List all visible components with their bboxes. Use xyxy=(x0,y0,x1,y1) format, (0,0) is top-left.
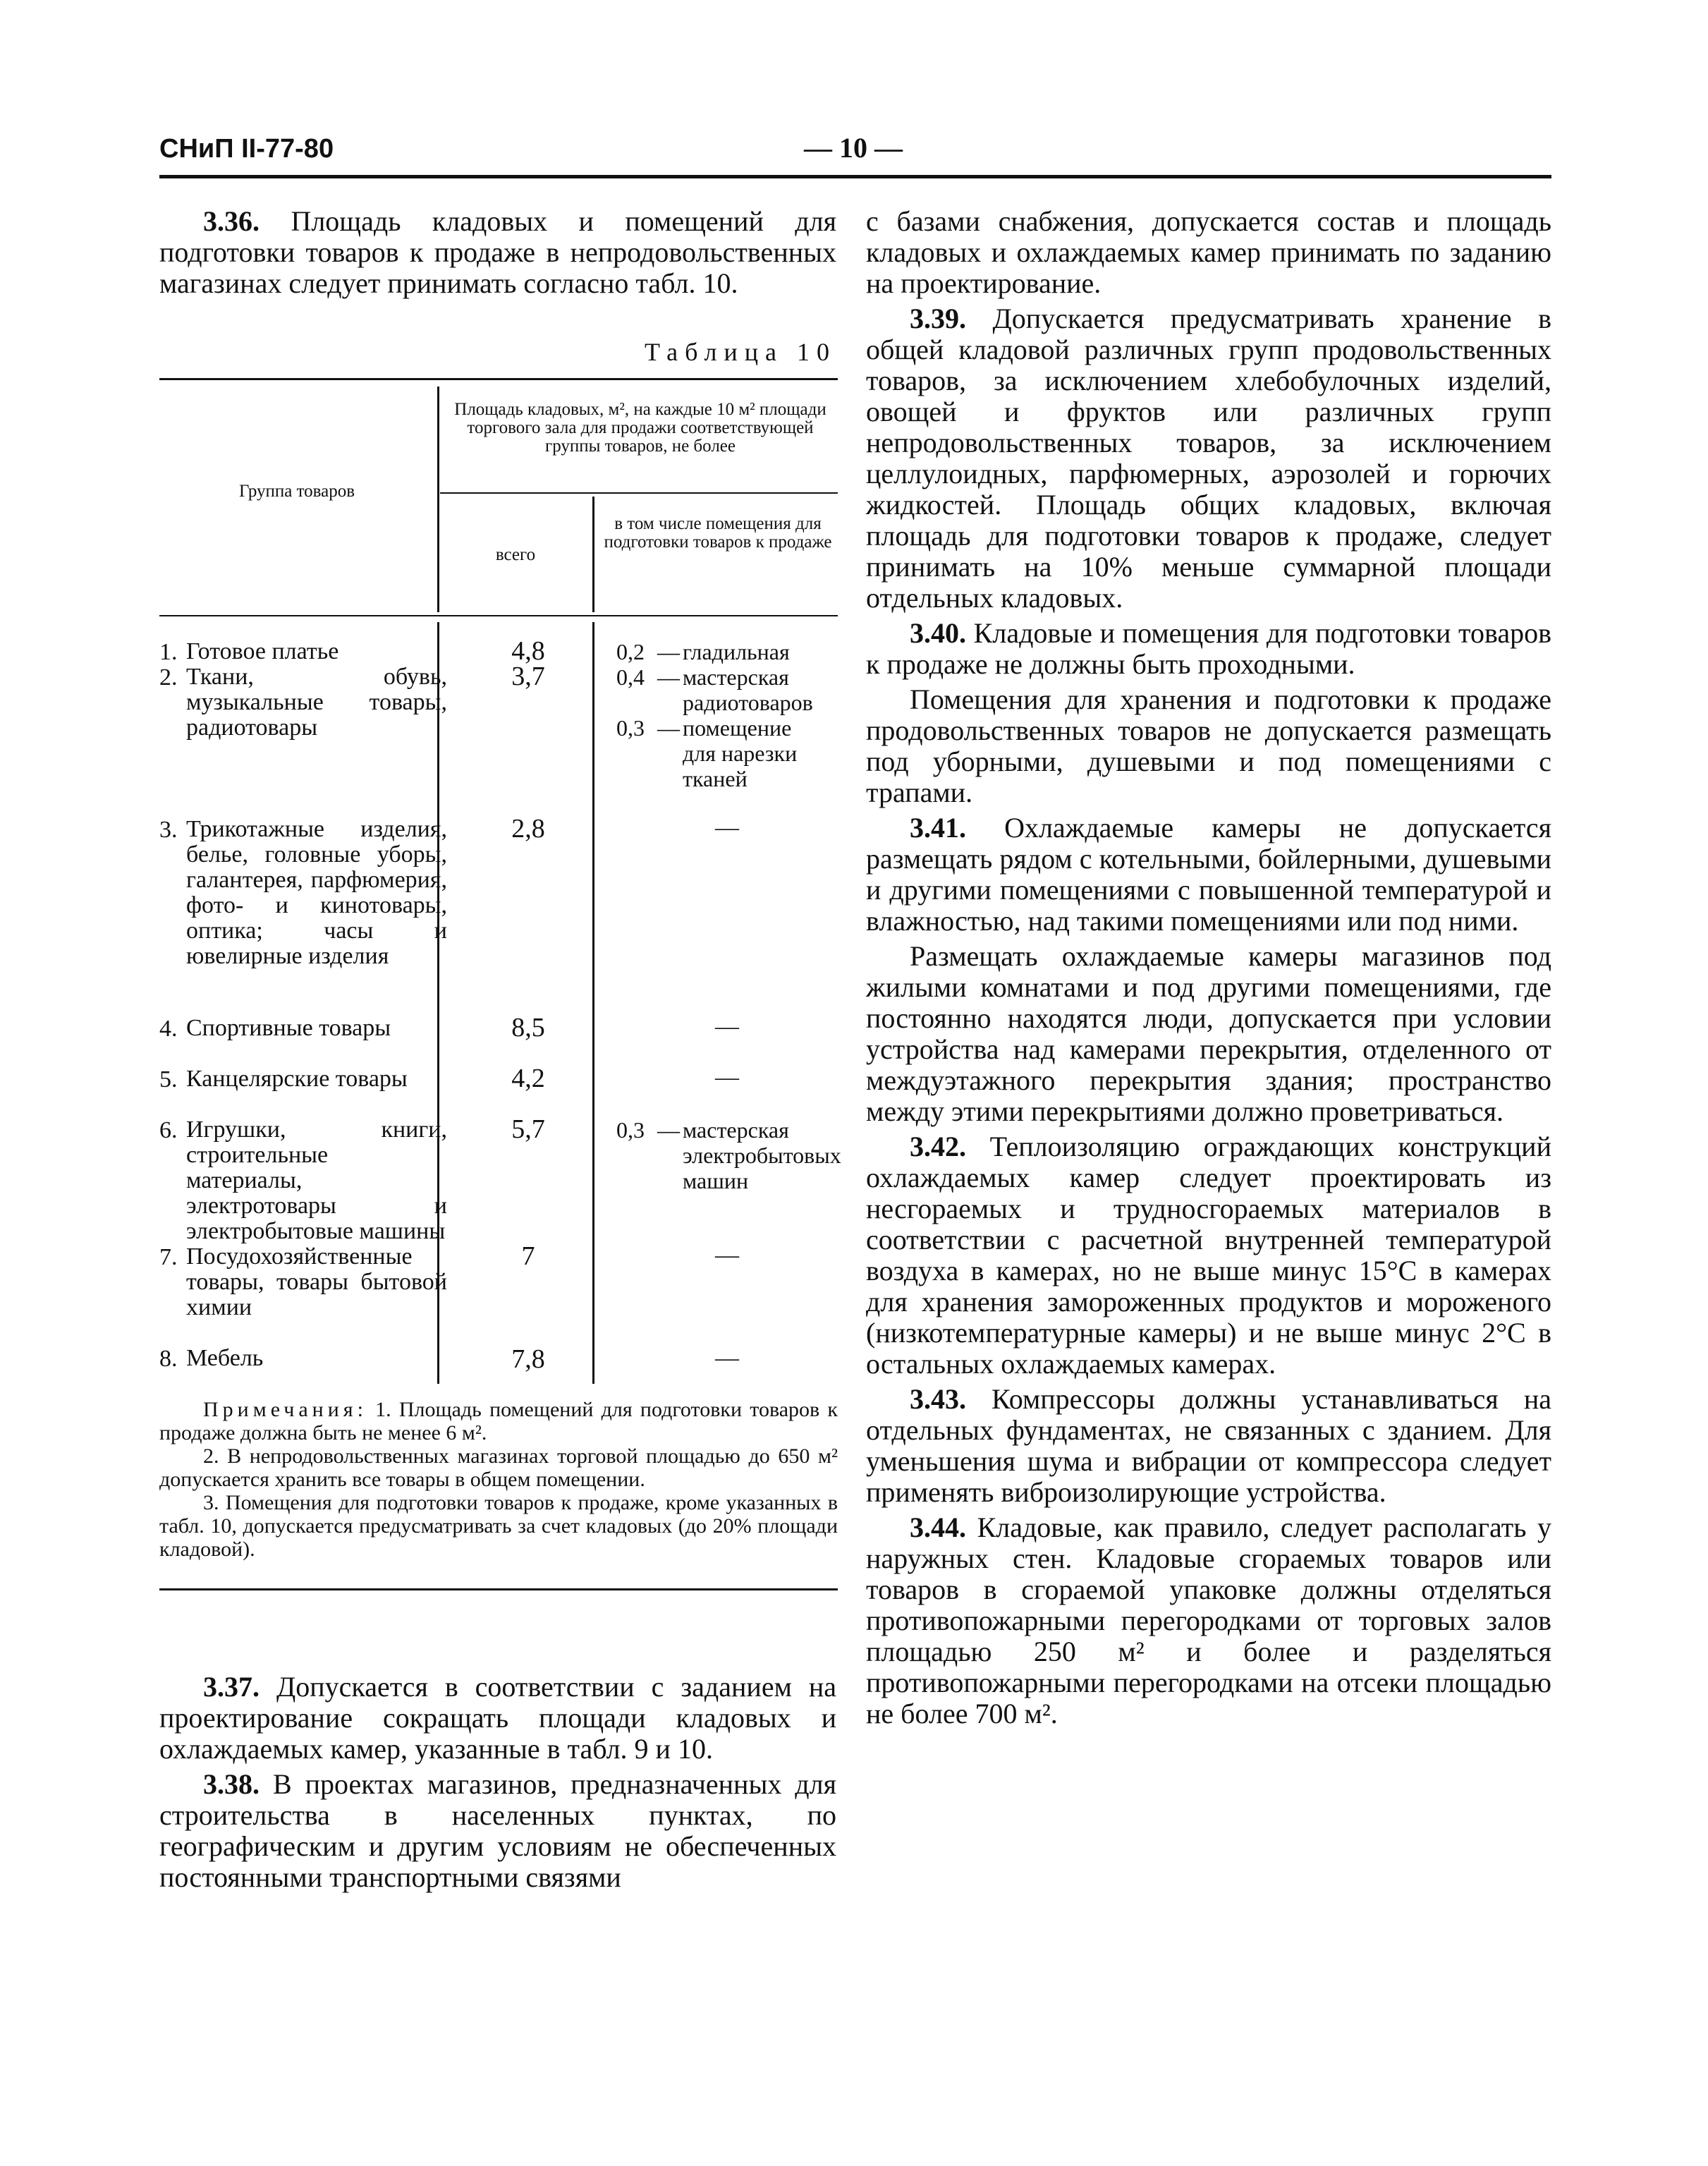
clause-text: Теплоизоляцию ограждающих конструкций охлаждаемых камер следует проектировать из несгораемых и трудносгораемых материалов в соответствии с расчетной внутренней температурой воздуха в камерах, но не выше минус 15°С в камерах для хранения замороженных продуктов и мороженого (низкотемпературные камеры) и не выше минус 2°С в остальных охлаждаемых камерах. xyxy=(866,1131,1551,1380)
row-sub: 0,3 — мастерская электробытовых машин xyxy=(616,1117,841,1193)
paragraph-continuation: с базами снабжения, допускается состав и площадь кладовых и охлаждаемых камер принимать по заданию на проектирование. xyxy=(866,205,1551,299)
row-total: 4,8 xyxy=(511,636,545,666)
row-number: 5. xyxy=(159,1066,178,1093)
header-rule xyxy=(159,175,1551,178)
row-sub: 0,4 — мастерская радиотоваров 0,3 — помещение для нарезки тканей xyxy=(616,664,838,791)
header-inner-rule xyxy=(440,492,838,494)
left-column-top xyxy=(159,206,836,299)
row-total: 7 xyxy=(521,1241,535,1271)
row-number: 1. xyxy=(159,639,178,665)
clause-text: Допускается предусматривать хранение в общей кладовой различных групп продовольственных товаров, за исключением хлебобулочных изделий, овощей и фруктов или различных групп непродовольственных товаров, за исключением целлулоидных, парфюмерных, аэрозолей и горючих жидкостей. Площадь общих кладовых, включая площадь для подготовки товаров к продаже, следует принимать на 10% меньше суммарной площади отдельных кладовых. xyxy=(866,303,1551,614)
clause-number: 3.41. xyxy=(910,812,966,844)
clause-text: Кладовые, как правило, следует располагать у наружных стен. Кладовые сгораемых товаров или товаров в сгораемой упаковке должны отделяться противопожарными перегородками от торговых залов площадью 250 м² и более и разделяться противопожарными перегородками на отсеки площадью не более 700 м². xyxy=(866,1511,1552,1729)
row-name: Игрушки, книги, строительные материалы, электротовары и электробытовые машины xyxy=(186,1117,447,1244)
row-number: 2. xyxy=(159,664,178,690)
sub-text: мастерская xyxy=(683,664,789,690)
paragraph-3-37 xyxy=(159,1672,836,1765)
note-2: 2. В непродовольственных магазинах торговой площадью до 650 м² допускается хранить все товары в общем помещении. xyxy=(159,1444,838,1491)
row-number: 8. xyxy=(159,1346,178,1372)
sub-value: 0,2 xyxy=(616,639,645,664)
paragraph-3-39 xyxy=(866,303,1551,614)
row-name: Канцелярские товары xyxy=(186,1066,408,1092)
row-dash: — xyxy=(715,815,739,841)
sub-text-cont: для нарезки тканей xyxy=(683,741,798,791)
sub-value: 0,3 xyxy=(616,1117,645,1143)
row-name: Готовое платье xyxy=(186,638,339,664)
right-column xyxy=(866,206,1551,1729)
header-included: в том числе помещения для подготовки товаров к продаже xyxy=(604,514,832,552)
paragraph-3-40-b: Помещения для хранения и подготовки к продаже продовольственных товаров не допускается размещать под уборными, душевыми и под помещениями с трапами. xyxy=(866,683,1551,808)
clause-number: 3.40. xyxy=(910,617,966,649)
row-dash: — xyxy=(715,1014,739,1040)
row-number: 7. xyxy=(159,1244,178,1270)
paragraph-3-41 xyxy=(866,813,1551,937)
row-total: 4,2 xyxy=(511,1064,545,1093)
clause-text: Охлаждаемые камеры не допускается размещать рядом с котельными, бойлерными, душевыми и другими помещениями с повышенной температурой и влажностью, над такими помещениями или под ними. xyxy=(866,812,1551,937)
document-code: СНиП II-77-80 xyxy=(159,134,334,164)
clause-number: 3.44. xyxy=(910,1511,966,1543)
sub-text: мастерская xyxy=(683,1117,789,1143)
row-number: 3. xyxy=(159,817,178,843)
sub-text: помещение xyxy=(683,715,792,741)
row-name: Посудохозяйственные товары, товары бытовой химии xyxy=(186,1243,447,1320)
paragraph-3-38 xyxy=(159,1769,836,1893)
page-number: — 10 — xyxy=(804,132,903,164)
paragraph-3-41-b: Размещать охлаждаемые камеры магазинов под жилыми комнатами и под другими помещениями, где постоянно находятся люди, допускается при условии устройства над камерами перекрытия, отделенного от междуэтажного перекрытия здания; пространство между этими перекрытиями должно проветриваться. xyxy=(866,940,1551,1127)
clause-text: В проектах магазинов, предназначенных для строительства в населенных пунктах, по географическим и другим условиям не обеспеченных постоянными транспортными связями xyxy=(159,1768,837,1893)
notes-label: Примечания: xyxy=(203,1398,367,1421)
clause-number: 3.37. xyxy=(203,1671,260,1703)
header-group: Группа товаров xyxy=(238,482,355,501)
clause-number: 3.39. xyxy=(910,303,966,334)
row-total: 2,8 xyxy=(511,814,545,844)
paragraph-3-43 xyxy=(866,1384,1551,1508)
clause-text: Допускается в соответствии с заданием на проектирование сокращать площади кладовых и охлаждаемых камер, указанные в табл. 9 и 10. xyxy=(159,1671,837,1765)
clause-text: Компрессоры должны устанавливаться на отдельных фундаментах, не связанных с зданием. Для уменьшения шума и вибрации от компрессора следует применять виброизолирующие устройства. xyxy=(866,1383,1551,1508)
row-dash: — xyxy=(715,1345,739,1371)
note-1: Примечания: 1. Площадь помещений для подготовки товаров к продаже должна быть не менее 6 м². xyxy=(159,1398,838,1444)
row-total: 3,7 xyxy=(511,662,545,691)
clause-number: 3.38. xyxy=(203,1768,260,1800)
sub-text-cont: электробытовых машин xyxy=(683,1143,841,1193)
table-top-rule xyxy=(159,378,838,380)
table-vline-1 xyxy=(437,387,439,612)
row-total: 5,7 xyxy=(511,1114,545,1144)
left-column-bottom xyxy=(159,1672,836,1893)
clause-number: 3.42. xyxy=(910,1131,966,1162)
row-number: 6. xyxy=(159,1117,178,1143)
row-sub: 0,2 — гладильная xyxy=(616,639,838,664)
row-dash: — xyxy=(715,1242,739,1268)
clause-text: Площадь кладовых и помещений для подготовки товаров к продаже в непродовольственных магазинах следует принимать согласно табл. 10. xyxy=(159,205,837,299)
row-dash: — xyxy=(715,1064,739,1090)
sub-text-cont: радиотоваров xyxy=(683,690,813,715)
paragraph-3-42 xyxy=(866,1131,1551,1380)
note-3: 3. Помещения для подготовки товаров к продаже, кроме указанных в табл. 10, допускается предусматривать за счет кладовых (до 20% площади кладовой). xyxy=(159,1491,838,1561)
row-name: Ткани, обувь, музыкальные товары, радиотовары xyxy=(186,664,447,741)
sub-text: гладильная xyxy=(683,639,790,664)
row-name: Спортивные товары xyxy=(186,1015,391,1041)
row-name: Мебель xyxy=(186,1345,264,1371)
paragraph-3-40 xyxy=(866,618,1551,680)
clause-number: 3.36. xyxy=(203,205,260,237)
row-total: 7,8 xyxy=(511,1344,545,1374)
paragraph-3-36 xyxy=(159,206,836,299)
header-total: всего xyxy=(495,545,536,564)
header-bottom-rule xyxy=(159,615,838,616)
sub-value: 0,3 xyxy=(616,715,645,741)
row-total: 8,5 xyxy=(511,1013,545,1042)
sub-value: 0,4 xyxy=(616,664,645,690)
row-name: Трикотажные изделия, белье, головные уборы, галантерея, парфюмерия, фото- и кинотовары, оптика; часы и ювелирные изделия xyxy=(186,816,447,969)
clause-number: 3.43. xyxy=(910,1383,966,1415)
paragraph-3-44 xyxy=(866,1512,1551,1729)
table-vline-2-head xyxy=(592,497,594,612)
table-notes xyxy=(159,1398,838,1561)
table-bottom-rule xyxy=(159,1588,838,1590)
table-vline-2-body xyxy=(592,622,594,1384)
header-area: Площадь кладовых, м², на каждые 10 м² площади торгового зала для продажи соответствующей группы товаров, не более xyxy=(454,400,826,456)
table-caption: Таблица 10 xyxy=(645,338,836,366)
clause-text: Кладовые и помещения для подготовки товаров к продаже не должны быть проходными. xyxy=(866,617,1551,680)
row-number: 4. xyxy=(159,1016,178,1042)
